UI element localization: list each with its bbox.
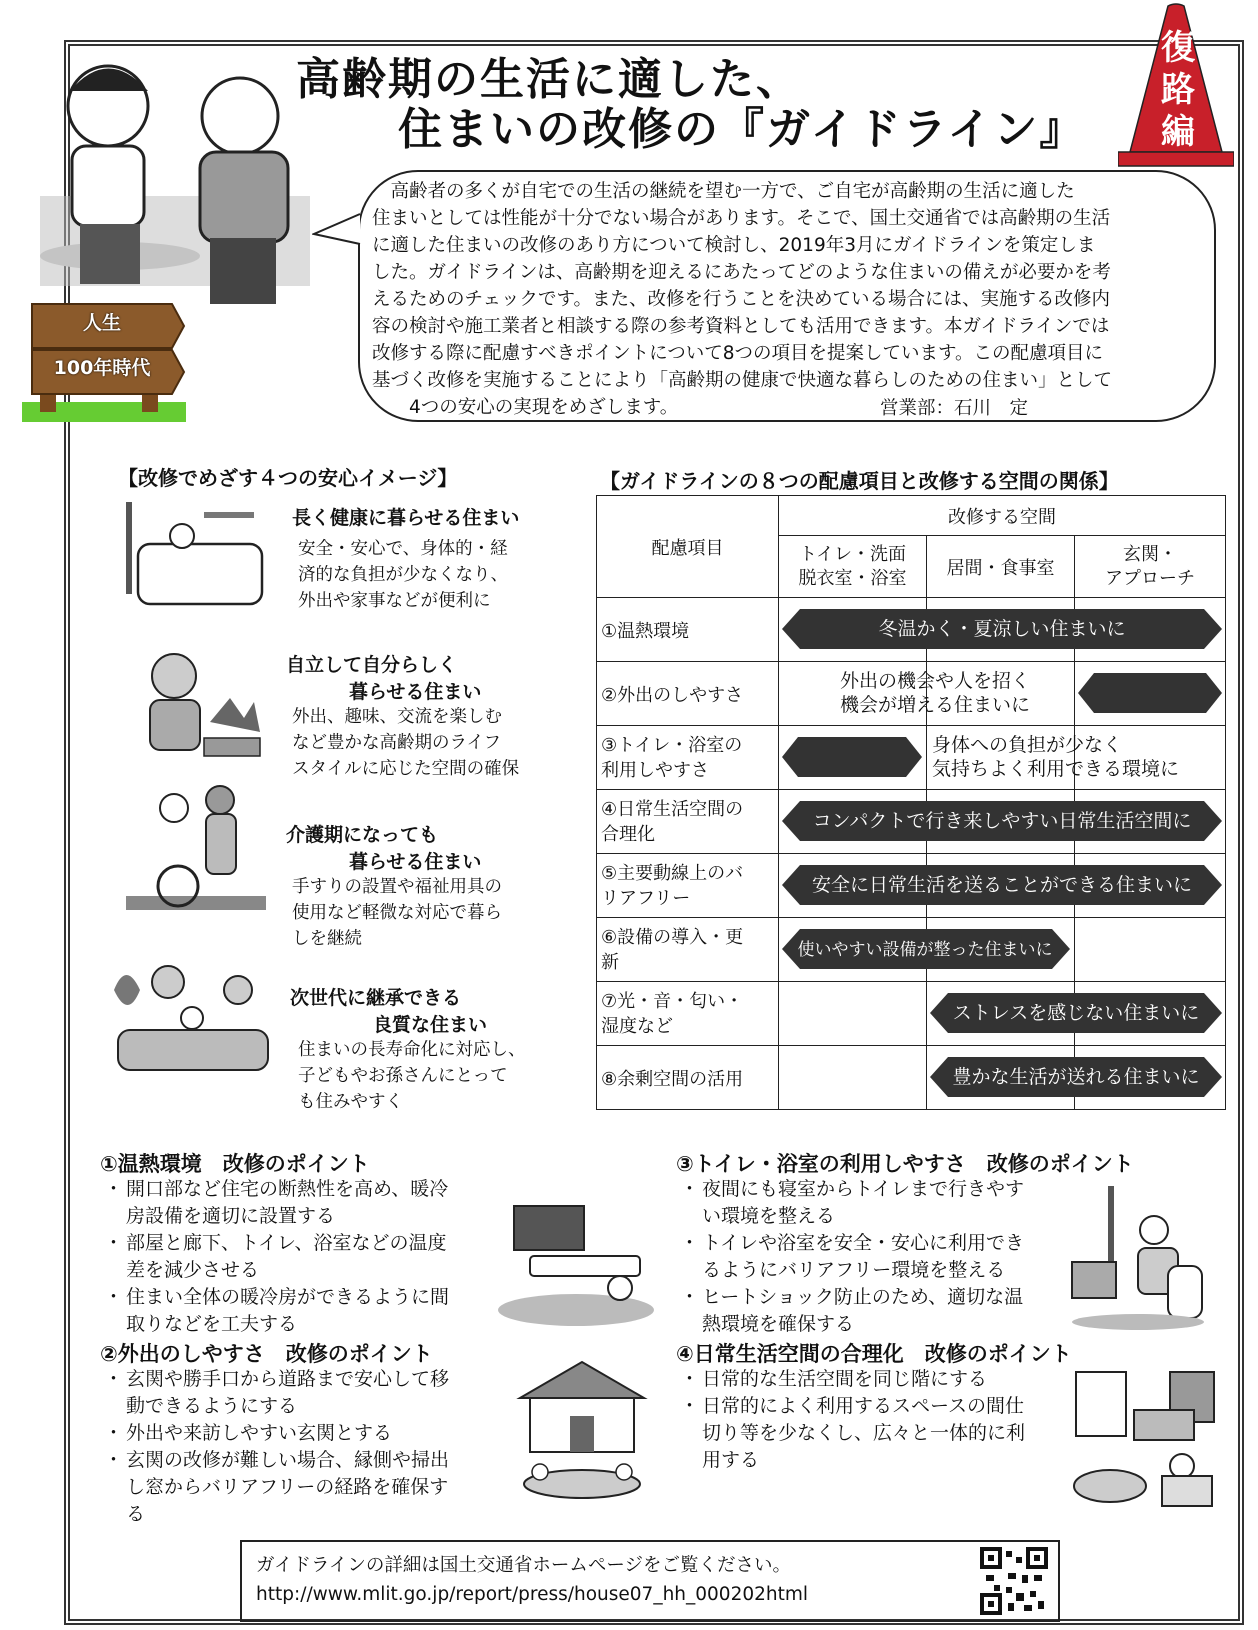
anzen-desc-line: 外出や家事などが便利に	[298, 591, 491, 611]
col-header: 配慮項目	[597, 496, 779, 598]
page-title-line1: 高齢期の生活に適した、	[296, 54, 802, 105]
intro-line: 容の検討や施工業者と相談する際の参考資料としても活用できます。本ガイドラインでは	[372, 316, 1110, 337]
anzen-3-title: 介護期になっても	[286, 824, 439, 846]
footer-url[interactable]: http://www.mlit.go.jp/report/press/house07_hh_000202html	[256, 1584, 809, 1605]
arrow-text-6: 使いやすい設備が整った住まいに	[797, 940, 1053, 960]
footer-text: ガイドラインの詳細は国土交通省ホームページをご覧ください。	[256, 1555, 792, 1576]
point-4-line: ・ 日常的な生活空間を同じ階にする	[680, 1366, 1025, 1393]
point-2-line: ・ 玄関や勝手口から道路まで安心して移	[104, 1366, 449, 1393]
anzen-desc-line: 済的な負担が少なくなり、	[298, 565, 508, 585]
row-4-item-l2: 合理化	[601, 823, 655, 845]
arrow-text-1: 冬温かく・夏涼しい住まいに	[878, 618, 1126, 640]
point-2-line: 動できるようにする	[126, 1395, 298, 1417]
living-room-illustration	[1070, 1366, 1220, 1512]
anzen-desc-line: も住みやすく	[298, 1092, 403, 1112]
point-2-list	[104, 1366, 449, 1528]
anzen-desc-line: 使用など軽微な対応で暮ら	[292, 903, 502, 923]
badge-char-3: 編	[1161, 112, 1195, 152]
point-3-list	[680, 1176, 1024, 1338]
anzen-2-title2: 暮らせる住まい	[349, 681, 482, 703]
heating-illustration	[494, 1200, 660, 1330]
point-2-heading: ②外出のしやすさ 改修のポイント	[100, 1342, 433, 1366]
anzen-desc-line: 外出、趣味、交流を楽しむ	[292, 707, 502, 727]
point-1-line: ・ 部屋と廊下、トイレ、浴室などの温度	[104, 1230, 449, 1257]
anzen-desc-line: など豊かな高齢期のライフ	[292, 733, 501, 753]
anzen-desc-line: しを継続	[292, 929, 362, 949]
point-3-line: い環境を整える	[702, 1205, 836, 1227]
point-3-line: ・ 夜間にも寝室からトイレまで行きやす	[680, 1176, 1024, 1203]
row-7-item-l1: ⑦光・音・匂い・	[601, 990, 744, 1012]
point-3-line: ・ ヒートショック防止のため、適切な温	[680, 1284, 1024, 1311]
anzen-1-title: 長く健康に暮らせる住まい	[292, 507, 520, 529]
intro-line: 改修する際に配慮すべきポイントについて8つの項目を提案しています。この配慮項目に	[372, 343, 1104, 364]
point-1-line: ・ 開口部など住宅の断熱性を高め、暖冷	[104, 1176, 449, 1203]
point-2-line: る	[126, 1503, 146, 1525]
arrow-row-3	[782, 737, 922, 777]
arrow-text-8: 豊かな生活が送れる住まいに	[952, 1066, 1200, 1088]
toilet-illustration	[1068, 1182, 1208, 1332]
badge-char-2: 路	[1161, 70, 1195, 110]
anzen-4-title: 次世代に継承できる	[290, 987, 462, 1009]
intro-author: 営業部：石川 定	[880, 398, 1029, 419]
row-3-item-l2: 利用しやすさ	[601, 759, 709, 781]
row-5-item-l2: リアフリー	[601, 887, 691, 909]
row-7-item-l2: 湿度など	[601, 1015, 673, 1037]
row-6-item-l2: 新	[601, 951, 619, 973]
point-1-list	[104, 1176, 449, 1338]
intro-line: に適した住まいの改修のあり方について検討し、2019年3月にガイドラインを策定しま	[372, 235, 1096, 256]
sign-line2: 100年時代	[53, 357, 151, 379]
page-title-line2: 住まいの改修の『ガイドライン』	[398, 104, 1086, 155]
anzen-desc-line: 手すりの設置や福祉用具の	[292, 877, 502, 897]
sign-line1: 人生	[82, 312, 121, 334]
row-1-item: ①温熱環境	[597, 598, 779, 662]
row-3-item-l1: ③トイレ・浴室の	[601, 734, 743, 756]
space-toilet-line2: 脱衣室・浴室	[798, 567, 907, 589]
point-4-line: 用する	[702, 1449, 760, 1471]
arrow-text-4: コンパクトで行き来しやすい日常生活空間に	[812, 810, 1192, 832]
anzen-heading: 【改修でめざす４つの安心イメージ】	[118, 466, 458, 490]
point-4-line: ・ 日常的によく利用するスペースの間仕	[680, 1393, 1025, 1420]
space-header: 改修する空間	[779, 496, 1226, 536]
badge-char-1: 復	[1161, 28, 1195, 68]
anzen-desc-line: 住まいの長寿命化に対応し、	[298, 1040, 526, 1060]
anzen-desc-line: 子どもやお孫さんにとって	[298, 1066, 508, 1086]
row-8-item: ⑧余剰空間の活用	[597, 1046, 779, 1110]
table-heading: 【ガイドラインの８つの配慮項目と改修する空間の関係】	[600, 469, 1119, 493]
point-4-list	[680, 1366, 1025, 1474]
point-1-line: 差を減少させる	[126, 1259, 260, 1281]
arrow-text-5: 安全に日常生活を送ることができる住まいに	[811, 874, 1192, 896]
arrow-text-2b: 機会が増える住まいに	[840, 694, 1031, 716]
intro-line: えるためのチェックです。また、改修を行うことを決めている場合には、実施する改修内	[372, 289, 1110, 310]
intro-line: 4つの安心の実現をめざします。	[372, 397, 679, 418]
qr-code-icon[interactable]	[980, 1547, 1048, 1615]
point-1-heading: ①温熱環境 改修のポイント	[100, 1152, 370, 1176]
space-entrance-line1: 玄関・	[1123, 543, 1177, 565]
space-entrance-line2: アプローチ	[1105, 567, 1195, 589]
space-living: 居間・食事室	[927, 536, 1075, 598]
anzen-3-title2: 暮らせる住まい	[349, 851, 482, 873]
arrow-text-7: ストレスを感じない住まいに	[952, 1002, 1200, 1024]
intro-line: 基づく改修を実施することにより「高齢期の健康で快適な暮らしのための住まい」として	[372, 370, 1113, 391]
arrow-text-3b: 気持ちよく利用できる環境に	[932, 758, 1180, 780]
point-1-line: 取りなどを工夫する	[126, 1313, 298, 1335]
intro-line: した。ガイドラインは、高齢期を迎えるにあたってどのような住まいの備えが必要かを考	[372, 262, 1111, 283]
point-3-line: 熱環境を確保する	[702, 1313, 855, 1335]
row-6-item-l1: ⑥設備の導入・更	[601, 926, 744, 948]
row-2-item: ②外出のしやすさ	[597, 662, 779, 726]
row-4-item-l1: ④日常生活空間の	[601, 798, 744, 820]
space-toilet-line1: トイレ・洗面	[798, 543, 907, 565]
point-3-heading: ③トイレ・浴室の利用しやすさ 改修のポイント	[676, 1152, 1134, 1176]
point-1-line: 房設備を適切に設置する	[126, 1205, 336, 1227]
anzen-2-title: 自立して自分らしく	[286, 654, 458, 676]
point-2-line: ・ 玄関の改修が難しい場合、縁側や掃出	[104, 1447, 449, 1474]
point-1-line: ・ 住まい全体の暖冷房ができるように間	[104, 1284, 449, 1311]
intro-line: 住まいとしては性能が十分でない場合があります。そこで、国土交通省では高齢期の生活	[372, 208, 1111, 229]
arrow-text-2a: 外出の機会や人を招く	[840, 670, 1031, 692]
point-3-line: ・ トイレや浴室を安全・安心に利用でき	[680, 1230, 1024, 1257]
point-4-heading: ④日常生活空間の合理化 改修のポイント	[676, 1342, 1072, 1366]
house-party-illustration	[500, 1358, 664, 1508]
anzen-4-title2: 良質な住まい	[373, 1014, 488, 1036]
point-2-line: ・ 外出や来訪しやすい玄関とする	[104, 1420, 449, 1447]
intro-line: 高齢者の多くが自宅での生活の継続を望む一方で、ご自宅が高齢期の生活に適した	[372, 181, 1075, 202]
row-5-item-l1: ⑤主要動線上のバ	[601, 862, 744, 884]
arrow-text-3a: 身体への負担が少なく	[932, 734, 1123, 756]
anzen-desc-line: 安全・安心で、身体的・経	[298, 539, 508, 559]
arrow-row-2	[1078, 673, 1222, 713]
anzen-desc-line: スタイルに応じた空間の確保	[292, 759, 520, 779]
point-2-line: し窓からバリアフリーの経路を確保す	[126, 1476, 449, 1498]
point-3-line: るようにバリアフリー環境を整える	[702, 1259, 1006, 1281]
point-4-line: 切り等を少なくし、広々と一体的に利	[702, 1422, 1026, 1444]
